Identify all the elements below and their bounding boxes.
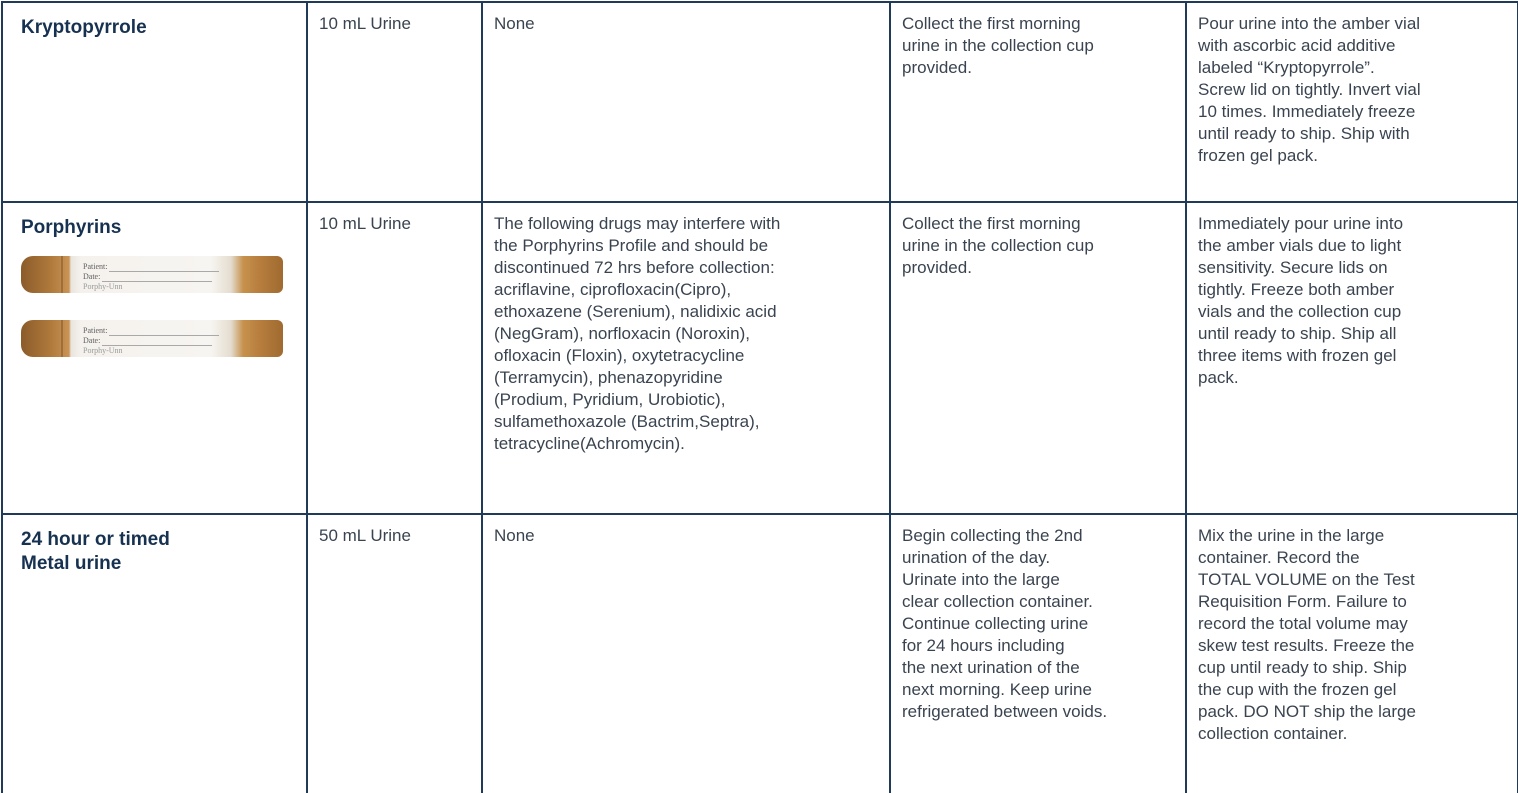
test-name: 24 hour or timed Metal urine xyxy=(21,529,170,574)
test-name-cell xyxy=(2,202,307,514)
processing-cell xyxy=(1186,2,1518,202)
test-name: Kryptopyrrole xyxy=(21,17,147,38)
table-row xyxy=(2,514,1518,793)
amber-vial-image xyxy=(21,320,283,357)
vial-label-extra: Porphy-Unn xyxy=(83,346,123,355)
vial-label-date: Date: xyxy=(83,336,101,345)
test-name: Porphyrins xyxy=(21,217,122,238)
interferences-cell xyxy=(482,514,890,793)
processing-cell xyxy=(1186,514,1518,793)
specimen-text: 50 mL Urine xyxy=(319,526,411,545)
processing-text: Pour urine into the amber vial with ascorbic acid additive labeled “Kryptopyrrole”. Screw lid on tightly. Invert vial 10 times. Immediately freeze until ready to ship. Ship with frozen gel pack. xyxy=(1198,14,1421,165)
interferences-text: None xyxy=(494,14,535,33)
amber-vial-image xyxy=(21,256,283,293)
table-row xyxy=(2,2,1518,202)
specimen-cell xyxy=(307,2,482,202)
collection-text: Collect the first morning urine in the collection cup provided. xyxy=(902,214,1094,277)
amber-tube-images xyxy=(21,256,297,357)
processing-cell xyxy=(1186,202,1518,514)
vial-label-patient: Patient: xyxy=(83,326,108,335)
specimen-requirements-table xyxy=(1,1,1518,793)
test-name-cell xyxy=(2,514,307,793)
processing-text: Mix the urine in the large container. Record the TOTAL VOLUME on the Test Requisition Form. Failure to record the total volume may skew test results. Freeze the cup until ready to ship. Ship the cup with the frozen gel pack. DO NOT ship the large collection container. xyxy=(1198,526,1416,743)
vial-label xyxy=(83,326,219,356)
collection-cell xyxy=(890,2,1186,202)
specimen-cell xyxy=(307,514,482,793)
vial-label-patient: Patient: xyxy=(83,262,108,271)
collection-cell xyxy=(890,202,1186,514)
table-row xyxy=(2,202,1518,514)
test-name-cell xyxy=(2,2,307,202)
specimen-text: 10 mL Urine xyxy=(319,214,411,233)
collection-text: Begin collecting the 2nd urination of the day. Urinate into the large clear collection container. Continue collecting urine for 24 hours including the next urination of the next morning. Keep urine refrigerated between voids. xyxy=(902,526,1108,721)
specimen-cell xyxy=(307,202,482,514)
interferences-cell xyxy=(482,202,890,514)
specimen-text: 10 mL Urine xyxy=(319,14,411,33)
processing-text: Immediately pour urine into the amber vials due to light sensitivity. Secure lids on tightly. Freeze both amber vials and the collection cup until ready to ship. Ship all three items with frozen gel pack. xyxy=(1198,214,1404,387)
collection-cell xyxy=(890,514,1186,793)
vial-label xyxy=(83,262,219,292)
collection-text: Collect the first morning urine in the collection cup provided. xyxy=(902,14,1094,77)
interferences-cell xyxy=(482,2,890,202)
vial-label-extra: Porphy-Unn xyxy=(83,282,123,291)
interferences-text: The following drugs may interfere with the Porphyrins Profile and should be discontinued 72 hrs before collection: acriflavine, ciprofloxacin(Cipro), ethoxazene (Serenium), nalidixic acid (NegGram), norfloxacin (Noroxin), ofloxacin (Floxin), oxytetracycline (Terramycin), phenazopyridine (Prodium, Pyridium, Urobiotic), sulfamethoxazole (Bactrim,Septra), tetracycline(Achromycin). xyxy=(494,214,781,453)
interferences-text: None xyxy=(494,526,535,545)
vial-label-date: Date: xyxy=(83,272,101,281)
